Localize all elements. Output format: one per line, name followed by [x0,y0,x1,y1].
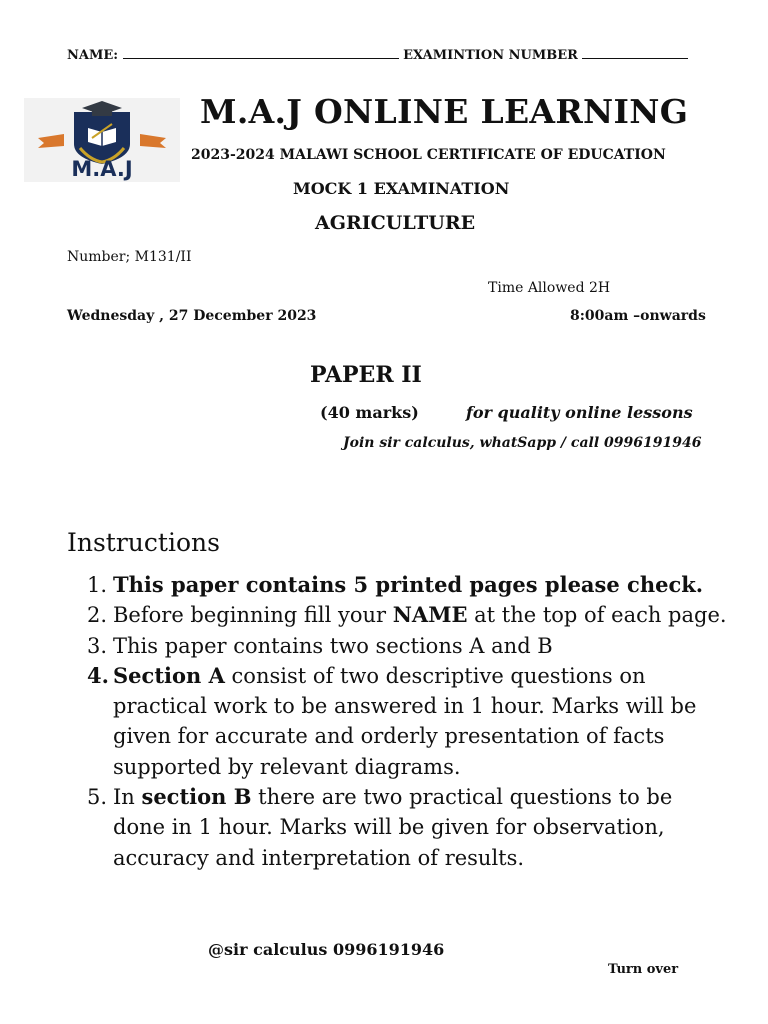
instruction-text: This paper contains two sections A and B [113,633,553,658]
instruction-text: there are two practical questions to be done in 1 hour. Marks will be given for observation, accuracy and interpretation of results. [113,785,673,870]
logo-text: M.A.J [71,157,133,181]
school-title: M.A.J ONLINE LEARNING [200,92,689,131]
name-blank [123,46,399,59]
subject-name: AGRICULTURE [315,212,476,234]
instruction-text: In [113,785,142,810]
total-marks: (40 marks) [320,403,419,422]
exam-number-blank [582,46,688,59]
turn-over-note: Turn over [608,962,679,977]
start-time: 8:00am –onwards [570,308,706,324]
instruction-emphasis: Section A [113,662,225,688]
paper-number: Number; M131/II [67,249,192,265]
exam-name: MOCK 1 EXAMINATION [293,179,510,198]
instruction-emphasis: NAME [392,602,468,628]
instruction-item [87,661,727,782]
maj-logo [24,98,180,182]
instruction-text: This paper contains 5 printed pages please check. [113,572,704,597]
instruction-item [87,631,727,661]
instructions-list [87,570,727,873]
instruction-number: 3. [87,633,108,658]
instruction-item [87,600,727,630]
instruction-number: 5. [87,785,108,810]
instruction-number: 2. [87,603,108,628]
name-label: NAME: [67,48,119,63]
maj-logo-graphic [24,98,180,182]
instruction-item [87,782,727,873]
instruction-emphasis: section B [141,784,252,810]
instruction-text: Before beginning fill your [113,603,393,628]
instruction-number: 4. [87,662,109,688]
exam-date: Wednesday , 27 December 2023 [67,308,317,324]
footer-contact: @sir calculus 0996191946 [208,940,445,959]
instructions-heading: Instructions [67,528,220,557]
promo-tagline: for quality online lessons [466,403,693,422]
instruction-item [87,570,727,600]
instruction-text: consist of two descriptive questions on practical work to be answered in 1 hour. Marks will be given for accurate and orderly presentation of facts supported by relevant diagrams. [113,663,697,779]
certificate-subtitle: 2023-2024 MALAWI SCHOOL CERTIFICATE OF EDUCATION [191,147,666,163]
name-exam-number-line [67,46,688,63]
exam-number-label: EXAMINTION NUMBER [403,48,578,63]
contact-line: Join sir calculus, whatSapp / call 0996191946 [343,435,702,451]
time-allowed: Time Allowed 2H [488,280,611,296]
instruction-number: 1. [87,573,108,597]
instruction-text: at the top of each page. [467,603,727,628]
paper-heading: PAPER II [310,362,422,388]
